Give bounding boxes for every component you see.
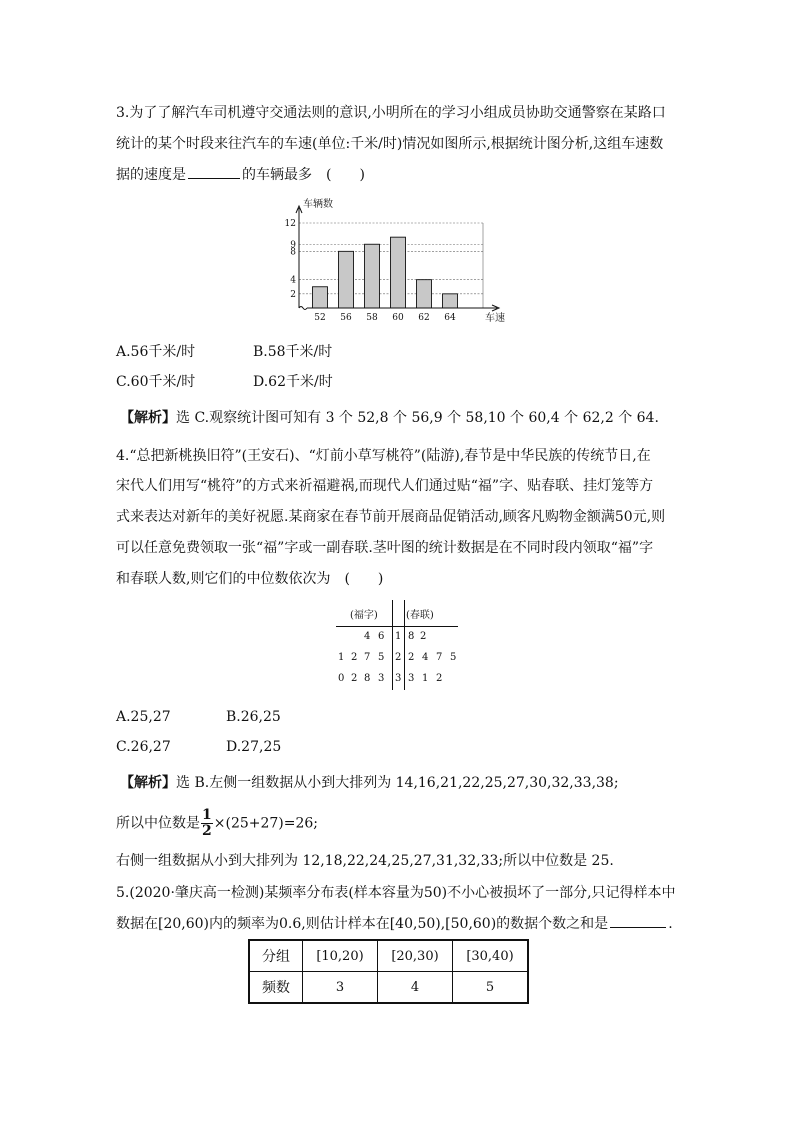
q4-option-d[interactable]: D.27,25: [226, 739, 282, 755]
q3-line-1: 3.为了了解汽车司机遵守交通法则的意识,小明所在的学习小组成员协助交通警察在某路口: [116, 105, 666, 121]
q3-line-3b: 的车辆最多 ( ): [242, 167, 365, 183]
q4-line-3: 式来表达对新年的美好祝愿.某商家在春节前开展商品促销活动,顾客凡购物金额满50元,则: [116, 509, 666, 525]
leaf-right: 8: [408, 631, 415, 642]
q3-line-3: [116, 164, 365, 185]
stem-value: 1: [395, 631, 402, 642]
q5-line-2: [116, 913, 673, 934]
table-header-cell: 分组: [249, 940, 303, 972]
y-axis-label: 车辆数: [303, 199, 333, 210]
y-tick-label: 4: [290, 275, 296, 286]
fraction-one-half: [201, 808, 213, 839]
chart-bars: [313, 237, 458, 308]
table-header-cell: [30,40): [453, 940, 529, 972]
q4-analysis-1: [120, 773, 619, 793]
stem-leaf-row: [336, 649, 460, 669]
analysis-tag: 【解析】: [120, 775, 176, 791]
q5-line-1: 5.(2020·肇庆高一检测)某频率分布表(样本容量为50)不小心被损坏了一部分,只记得样本中: [116, 885, 676, 901]
q3-option-b[interactable]: B.58千米/时: [253, 344, 333, 360]
q5-line-2a: 数据在[20,60)内的频率为0.6,则估计样本在[40,50),[50,60)的数据个数之和是: [116, 916, 609, 932]
q4-line-5: 和春联人数,则它们的中位数依次为 ( ): [116, 571, 384, 587]
q3-option-c[interactable]: C.60千米/时: [116, 374, 196, 390]
leaf-right: 7: [436, 652, 443, 663]
leaf-left: 0: [338, 673, 345, 684]
analysis-tag: 【解析】: [120, 410, 176, 426]
q4-option-b[interactable]: B.26,25: [226, 709, 281, 725]
q3-line-2: 统计的某个时段来往汽车的车速(单位:千米/时)情况如图所示,根据统计图分析,这组车速数: [116, 136, 664, 152]
stem-value: 2: [395, 652, 402, 663]
leaf-right: 2: [408, 652, 415, 663]
q4-analysis-2: [116, 808, 318, 839]
stem-value: 3: [395, 673, 402, 684]
leaf-right: 2: [436, 673, 443, 684]
q4-line-1: 4.“总把新桃换旧符”(王安石)、“灯前小草写桃符”(陆游),春节是中华民族的传统节日,在: [116, 448, 651, 464]
fraction-numerator: 1: [202, 807, 212, 823]
table-cell: 5: [453, 972, 529, 1004]
q4-analysis-2b: ×(25+27)=26;: [213, 815, 319, 832]
q4-line-2: 宋代人们用写“桃符”的方式来祈福避祸,而现代人们通过贴“福”字、贴春联、挂灯笼等方: [116, 478, 654, 494]
q3-line-3a: 据的速度是: [116, 167, 186, 183]
q3-analysis-text: 选 C.观察统计图可知有 3 个 52,8 个 56,9 个 58,10 个 60,4 个 62,2 个 64.: [176, 410, 659, 426]
stem-leaf-left-title: (福字): [350, 610, 378, 621]
leaf-right: 4: [422, 652, 429, 663]
table-header-row: [249, 940, 528, 972]
table-header-cell: [20,30): [378, 940, 453, 972]
bar-52: [313, 287, 328, 308]
leaf-left: 6: [378, 631, 385, 642]
stem-leaf-right-title: (春联): [406, 610, 434, 621]
bar-58: [365, 244, 380, 308]
stem-leaf-row: [336, 670, 460, 690]
stem-leaf-header-rule: [336, 626, 458, 627]
leaf-right: 2: [420, 631, 427, 642]
x-tick-label: 60: [392, 313, 404, 323]
leaf-left: 2: [351, 673, 358, 684]
y-tick-label: 2: [290, 289, 296, 300]
bar-62: [417, 280, 432, 308]
q3-analysis: [120, 408, 659, 428]
frequency-table: [248, 939, 529, 1004]
leaf-left: 2: [351, 652, 358, 663]
q4-option-a[interactable]: A.25,27: [116, 709, 171, 725]
x-axis-label: 车速: [485, 313, 505, 324]
table-header-cell: [10,20): [303, 940, 378, 972]
y-tick-label: 9: [290, 240, 296, 251]
table-row: [249, 972, 528, 1004]
fraction-denominator: 2: [202, 823, 212, 839]
answer-blank: [610, 913, 666, 928]
q4-option-c[interactable]: C.26,27: [116, 739, 171, 755]
q5-line-2b: .: [668, 916, 673, 932]
leaf-right: 3: [408, 673, 415, 684]
table-cell: 4: [378, 972, 453, 1004]
x-tick-label: 62: [418, 313, 430, 323]
leaf-left: 3: [378, 673, 385, 684]
bar-56: [339, 251, 354, 308]
q4-analysis-3: 右侧一组数据从小到大排列为 12,18,22,24,25,27,31,32,33;所以中位数是 25.: [116, 853, 614, 869]
x-tick-label: 58: [366, 313, 378, 323]
answer-blank: [188, 164, 240, 179]
q3-option-a[interactable]: A.56千米/时: [116, 344, 196, 360]
x-tick-label: 56: [340, 313, 352, 323]
bar-64: [443, 294, 458, 308]
leaf-left: 4: [364, 631, 371, 642]
stem-leaf-row: [336, 628, 460, 648]
leaf-left: 5: [378, 652, 385, 663]
bar-chart: [280, 198, 520, 328]
leaf-left: 1: [338, 652, 345, 663]
axis-break: [299, 307, 307, 310]
bar-60: [391, 237, 406, 308]
x-tick-label: 64: [444, 313, 456, 323]
q4-analysis-2a: 所以中位数是: [116, 815, 200, 832]
q4-analysis-text-1: 选 B.左侧一组数据从小到大排列为 14,16,21,22,25,27,30,32,33,38;: [176, 775, 619, 791]
x-tick-label: 52: [314, 313, 326, 323]
y-tick-label: 8: [290, 247, 296, 258]
leaf-left: 8: [364, 673, 371, 684]
q3-option-d[interactable]: D.62千米/时: [253, 374, 333, 390]
leaf-right: 1: [422, 673, 429, 684]
table-cell: 频数: [249, 972, 303, 1004]
table-cell: 3: [303, 972, 378, 1004]
leaf-right: 5: [450, 652, 457, 663]
q4-line-4: 可以任意免费领取一张“福”字或一副春联.茎叶图的统计数据是在不同时段内领取“福”字: [116, 540, 654, 556]
y-tick-label: 12: [284, 219, 296, 229]
leaf-left: 7: [364, 652, 371, 663]
